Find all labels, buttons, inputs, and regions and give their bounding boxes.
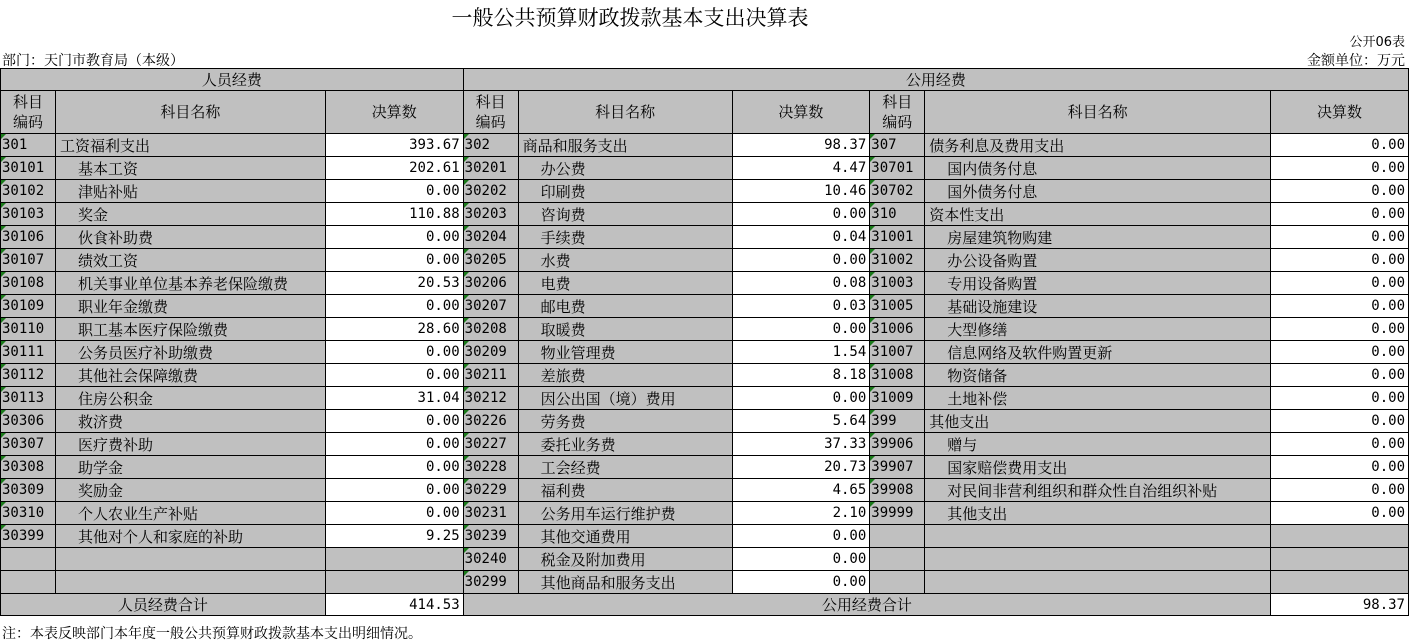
table-row bbox=[1, 272, 1409, 295]
subject-name: 取暖费 bbox=[518, 318, 732, 341]
subject-code: 30307 bbox=[1, 433, 56, 456]
amount-value: 10.46 bbox=[732, 180, 870, 203]
subject-name: 公务员医疗补助缴费 bbox=[55, 341, 325, 364]
col-code-text: 科目编码 bbox=[12, 93, 43, 131]
subject-name: 委托业务费 bbox=[518, 433, 732, 456]
total-public-value: 98.37 bbox=[1271, 594, 1409, 616]
amount-value: 0.00 bbox=[1271, 387, 1409, 410]
table-row bbox=[1, 364, 1409, 387]
subject-code: 30227 bbox=[463, 433, 518, 456]
table-row bbox=[1, 157, 1409, 180]
subject-name: 个人农业生产补贴 bbox=[55, 502, 325, 525]
subject-code bbox=[870, 571, 925, 594]
amount-value: 0.00 bbox=[1271, 433, 1409, 456]
amount-value: 202.61 bbox=[325, 157, 463, 180]
subject-name bbox=[925, 548, 1271, 571]
subject-name: 印刷费 bbox=[518, 180, 732, 203]
subject-code: 31003 bbox=[870, 272, 925, 295]
subject-name: 基本工资 bbox=[55, 157, 325, 180]
subject-code: 30229 bbox=[463, 479, 518, 502]
subject-name: 机关事业单位基本养老保险缴费 bbox=[55, 272, 325, 295]
amount-value: 0.04 bbox=[732, 226, 870, 249]
subject-code: 30702 bbox=[870, 180, 925, 203]
subject-name: 奖金 bbox=[55, 203, 325, 226]
col-amount-header: 决算数 bbox=[1271, 91, 1409, 134]
total-personnel-value: 414.53 bbox=[325, 594, 463, 616]
amount-value: 0.00 bbox=[732, 203, 870, 226]
subject-name: 助学金 bbox=[55, 456, 325, 479]
table-row bbox=[1, 387, 1409, 410]
subject-code: 30211 bbox=[463, 364, 518, 387]
table-row bbox=[1, 226, 1409, 249]
subject-code: 301 bbox=[1, 134, 56, 157]
col-name-header: 科目名称 bbox=[55, 91, 325, 134]
amount-value: 0.00 bbox=[325, 502, 463, 525]
subject-code: 399 bbox=[870, 410, 925, 433]
subject-name: 劳务费 bbox=[518, 410, 732, 433]
subject-name: 基础设施建设 bbox=[925, 295, 1271, 318]
subject-code: 30399 bbox=[1, 525, 56, 548]
col-code-header bbox=[463, 91, 518, 134]
subject-code: 30306 bbox=[1, 410, 56, 433]
subject-code: 30212 bbox=[463, 387, 518, 410]
subject-name: 信息网络及软件购置更新 bbox=[925, 341, 1271, 364]
col-code-header bbox=[870, 91, 925, 134]
table-row bbox=[1, 341, 1409, 364]
amount-value: 0.00 bbox=[732, 318, 870, 341]
subject-code: 30112 bbox=[1, 364, 56, 387]
subject-name bbox=[925, 525, 1271, 548]
subject-name: 救济费 bbox=[55, 410, 325, 433]
subject-code: 30108 bbox=[1, 272, 56, 295]
amount-value: 0.00 bbox=[1271, 364, 1409, 387]
subject-name: 职工基本医疗保险缴费 bbox=[55, 318, 325, 341]
amount-value bbox=[1271, 525, 1409, 548]
subject-name bbox=[55, 548, 325, 571]
subject-code: 30204 bbox=[463, 226, 518, 249]
table-row bbox=[1, 318, 1409, 341]
table-row bbox=[1, 249, 1409, 272]
table-row bbox=[1, 410, 1409, 433]
amount-value: 5.64 bbox=[732, 410, 870, 433]
table-row bbox=[1, 433, 1409, 456]
table-row bbox=[1, 525, 1409, 548]
amount-value: 0.00 bbox=[325, 249, 463, 272]
amount-value: 37.33 bbox=[732, 433, 870, 456]
amount-value: 8.18 bbox=[732, 364, 870, 387]
amount-value: 0.00 bbox=[1271, 272, 1409, 295]
subject-name: 资本性支出 bbox=[925, 203, 1271, 226]
subject-code: 30240 bbox=[463, 548, 518, 571]
subject-code: 30203 bbox=[463, 203, 518, 226]
col-code-text: 科目编码 bbox=[475, 93, 506, 131]
amount-value: 0.00 bbox=[1271, 134, 1409, 157]
amount-value: 0.00 bbox=[325, 410, 463, 433]
subject-code: 31008 bbox=[870, 364, 925, 387]
subject-code: 30299 bbox=[463, 571, 518, 594]
amount-value bbox=[325, 571, 463, 594]
amount-value: 0.00 bbox=[325, 226, 463, 249]
amount-value: 4.47 bbox=[732, 157, 870, 180]
subject-name: 公务用车运行维护费 bbox=[518, 502, 732, 525]
subject-code: 31007 bbox=[870, 341, 925, 364]
subject-name: 其他商品和服务支出 bbox=[518, 571, 732, 594]
table-row bbox=[1, 295, 1409, 318]
subject-name: 咨询费 bbox=[518, 203, 732, 226]
amount-value: 0.00 bbox=[325, 479, 463, 502]
amount-value: 2.10 bbox=[732, 502, 870, 525]
subject-code: 30209 bbox=[463, 341, 518, 364]
amount-value: 28.60 bbox=[325, 318, 463, 341]
subject-code: 30310 bbox=[1, 502, 56, 525]
table-number: 公开06表 bbox=[1349, 35, 1405, 50]
amount-value: 0.00 bbox=[732, 571, 870, 594]
col-amount-header: 决算数 bbox=[325, 91, 463, 134]
subject-code: 31006 bbox=[870, 318, 925, 341]
col-amount-header: 决算数 bbox=[732, 91, 870, 134]
amount-value: 0.00 bbox=[1271, 410, 1409, 433]
amount-value: 0.00 bbox=[1271, 226, 1409, 249]
subject-code: 30110 bbox=[1, 318, 56, 341]
subject-code: 30101 bbox=[1, 157, 56, 180]
amount-value: 0.00 bbox=[732, 548, 870, 571]
subject-code: 30111 bbox=[1, 341, 56, 364]
table-row bbox=[1, 134, 1409, 157]
subject-code: 30202 bbox=[463, 180, 518, 203]
amount-value: 0.00 bbox=[1271, 249, 1409, 272]
subject-name: 国家赔偿费用支出 bbox=[925, 456, 1271, 479]
subject-code: 31005 bbox=[870, 295, 925, 318]
subject-code: 30226 bbox=[463, 410, 518, 433]
amount-value: 0.00 bbox=[325, 456, 463, 479]
subject-name: 住房公积金 bbox=[55, 387, 325, 410]
section-personnel-header: 人员经费 bbox=[1, 69, 464, 91]
subject-name: 其他交通费用 bbox=[518, 525, 732, 548]
subject-code: 30206 bbox=[463, 272, 518, 295]
subject-code: 30107 bbox=[1, 249, 56, 272]
subject-name: 国外债务付息 bbox=[925, 180, 1271, 203]
subject-code: 30701 bbox=[870, 157, 925, 180]
total-public-label: 公用经费合计 bbox=[463, 594, 1270, 616]
subject-code: 31009 bbox=[870, 387, 925, 410]
table-row bbox=[1, 203, 1409, 226]
subject-name: 邮电费 bbox=[518, 295, 732, 318]
amount-value: 0.00 bbox=[732, 525, 870, 548]
subject-name: 医疗费补助 bbox=[55, 433, 325, 456]
subject-name: 物业管理费 bbox=[518, 341, 732, 364]
table-row bbox=[1, 548, 1409, 571]
subject-code: 30239 bbox=[463, 525, 518, 548]
subject-code: 30228 bbox=[463, 456, 518, 479]
col-name-header: 科目名称 bbox=[518, 91, 732, 134]
amount-value: 0.00 bbox=[1271, 479, 1409, 502]
amount-value bbox=[1271, 571, 1409, 594]
subject-name: 差旅费 bbox=[518, 364, 732, 387]
subject-name: 津贴补贴 bbox=[55, 180, 325, 203]
amount-value: 0.00 bbox=[1271, 203, 1409, 226]
table-row bbox=[1, 456, 1409, 479]
amount-value: 110.88 bbox=[325, 203, 463, 226]
subject-name: 办公设备购置 bbox=[925, 249, 1271, 272]
subject-name bbox=[925, 571, 1271, 594]
subject-name: 因公出国（境）费用 bbox=[518, 387, 732, 410]
subject-code: 30231 bbox=[463, 502, 518, 525]
col-code-header bbox=[1, 91, 56, 134]
subject-code: 39999 bbox=[870, 502, 925, 525]
subject-code: 30309 bbox=[1, 479, 56, 502]
amount-value: 0.00 bbox=[1271, 180, 1409, 203]
subject-name: 对民间非营利组织和群众性自治组织补贴 bbox=[925, 479, 1271, 502]
amount-value: 0.00 bbox=[325, 180, 463, 203]
department-label: 部门：天门市教育局（本级） bbox=[2, 53, 184, 69]
subject-name: 赠与 bbox=[925, 433, 1271, 456]
subject-name: 职业年金缴费 bbox=[55, 295, 325, 318]
col-code-text: 科目编码 bbox=[882, 93, 913, 131]
subject-code bbox=[1, 571, 56, 594]
subject-name: 专用设备购置 bbox=[925, 272, 1271, 295]
amount-value: 0.00 bbox=[1271, 341, 1409, 364]
amount-value: 20.53 bbox=[325, 272, 463, 295]
subject-code: 30113 bbox=[1, 387, 56, 410]
subject-code: 39906 bbox=[870, 433, 925, 456]
subject-name: 奖励金 bbox=[55, 479, 325, 502]
amount-value: 31.04 bbox=[325, 387, 463, 410]
unit-label: 金额单位：万元 bbox=[1307, 53, 1405, 69]
table-row bbox=[1, 180, 1409, 203]
amount-value bbox=[1271, 548, 1409, 571]
subject-code: 30103 bbox=[1, 203, 56, 226]
amount-value: 0.00 bbox=[325, 295, 463, 318]
subject-name: 工资福利支出 bbox=[55, 134, 325, 157]
subject-name: 房屋建筑物购建 bbox=[925, 226, 1271, 249]
amount-value: 0.08 bbox=[732, 272, 870, 295]
subject-code: 31001 bbox=[870, 226, 925, 249]
expenditure-table bbox=[0, 68, 1409, 616]
subject-code: 30201 bbox=[463, 157, 518, 180]
subject-code: 30207 bbox=[463, 295, 518, 318]
amount-value: 98.37 bbox=[732, 134, 870, 157]
total-personnel-label: 人员经费合计 bbox=[1, 594, 326, 616]
subject-code bbox=[1, 548, 56, 571]
subject-name: 绩效工资 bbox=[55, 249, 325, 272]
amount-value: 0.00 bbox=[325, 364, 463, 387]
amount-value: 20.73 bbox=[732, 456, 870, 479]
subject-code: 31002 bbox=[870, 249, 925, 272]
amount-value: 0.00 bbox=[732, 249, 870, 272]
table-row bbox=[1, 502, 1409, 525]
amount-value: 9.25 bbox=[325, 525, 463, 548]
amount-value: 4.65 bbox=[732, 479, 870, 502]
amount-value: 1.54 bbox=[732, 341, 870, 364]
subject-code: 30208 bbox=[463, 318, 518, 341]
subject-name: 水费 bbox=[518, 249, 732, 272]
subject-code bbox=[870, 525, 925, 548]
amount-value: 0.00 bbox=[1271, 456, 1409, 479]
subject-name: 福利费 bbox=[518, 479, 732, 502]
subject-code: 310 bbox=[870, 203, 925, 226]
subject-name: 电费 bbox=[518, 272, 732, 295]
subject-name bbox=[55, 571, 325, 594]
subject-name: 其他支出 bbox=[925, 502, 1271, 525]
subject-name: 物资储备 bbox=[925, 364, 1271, 387]
subject-name: 债务利息及费用支出 bbox=[925, 134, 1271, 157]
subject-name: 其他对个人和家庭的补助 bbox=[55, 525, 325, 548]
subject-name: 税金及附加费用 bbox=[518, 548, 732, 571]
amount-value: 0.00 bbox=[1271, 318, 1409, 341]
subject-name: 其他社会保障缴费 bbox=[55, 364, 325, 387]
table-row bbox=[1, 571, 1409, 594]
section-public-header: 公用经费 bbox=[463, 69, 1408, 91]
subject-name: 大型修缮 bbox=[925, 318, 1271, 341]
subject-name: 办公费 bbox=[518, 157, 732, 180]
subject-code: 39908 bbox=[870, 479, 925, 502]
subject-code: 30205 bbox=[463, 249, 518, 272]
subject-code: 39907 bbox=[870, 456, 925, 479]
footnote: 注：本表反映部门本年度一般公共预算财政拨款基本支出明细情况。 bbox=[2, 626, 422, 642]
subject-name: 国内债务付息 bbox=[925, 157, 1271, 180]
subject-name: 其他支出 bbox=[925, 410, 1271, 433]
subject-code: 302 bbox=[463, 134, 518, 157]
amount-value: 0.00 bbox=[325, 433, 463, 456]
col-name-header: 科目名称 bbox=[925, 91, 1271, 134]
amount-value: 0.00 bbox=[1271, 295, 1409, 318]
amount-value: 0.00 bbox=[1271, 502, 1409, 525]
subject-code: 30109 bbox=[1, 295, 56, 318]
amount-value bbox=[325, 548, 463, 571]
subject-code: 307 bbox=[870, 134, 925, 157]
subject-name: 手续费 bbox=[518, 226, 732, 249]
subject-name: 伙食补助费 bbox=[55, 226, 325, 249]
subject-code: 30106 bbox=[1, 226, 56, 249]
report-title: 一般公共预算财政拨款基本支出决算表 bbox=[451, 6, 809, 30]
amount-value: 0.03 bbox=[732, 295, 870, 318]
subject-code bbox=[870, 548, 925, 571]
subject-name: 工会经费 bbox=[518, 456, 732, 479]
amount-value: 0.00 bbox=[325, 341, 463, 364]
table-row bbox=[1, 479, 1409, 502]
amount-value: 393.67 bbox=[325, 134, 463, 157]
subject-code: 30102 bbox=[1, 180, 56, 203]
subject-name: 商品和服务支出 bbox=[518, 134, 732, 157]
subject-name: 土地补偿 bbox=[925, 387, 1271, 410]
amount-value: 0.00 bbox=[1271, 157, 1409, 180]
amount-value: 0.00 bbox=[732, 387, 870, 410]
subject-code: 30308 bbox=[1, 456, 56, 479]
